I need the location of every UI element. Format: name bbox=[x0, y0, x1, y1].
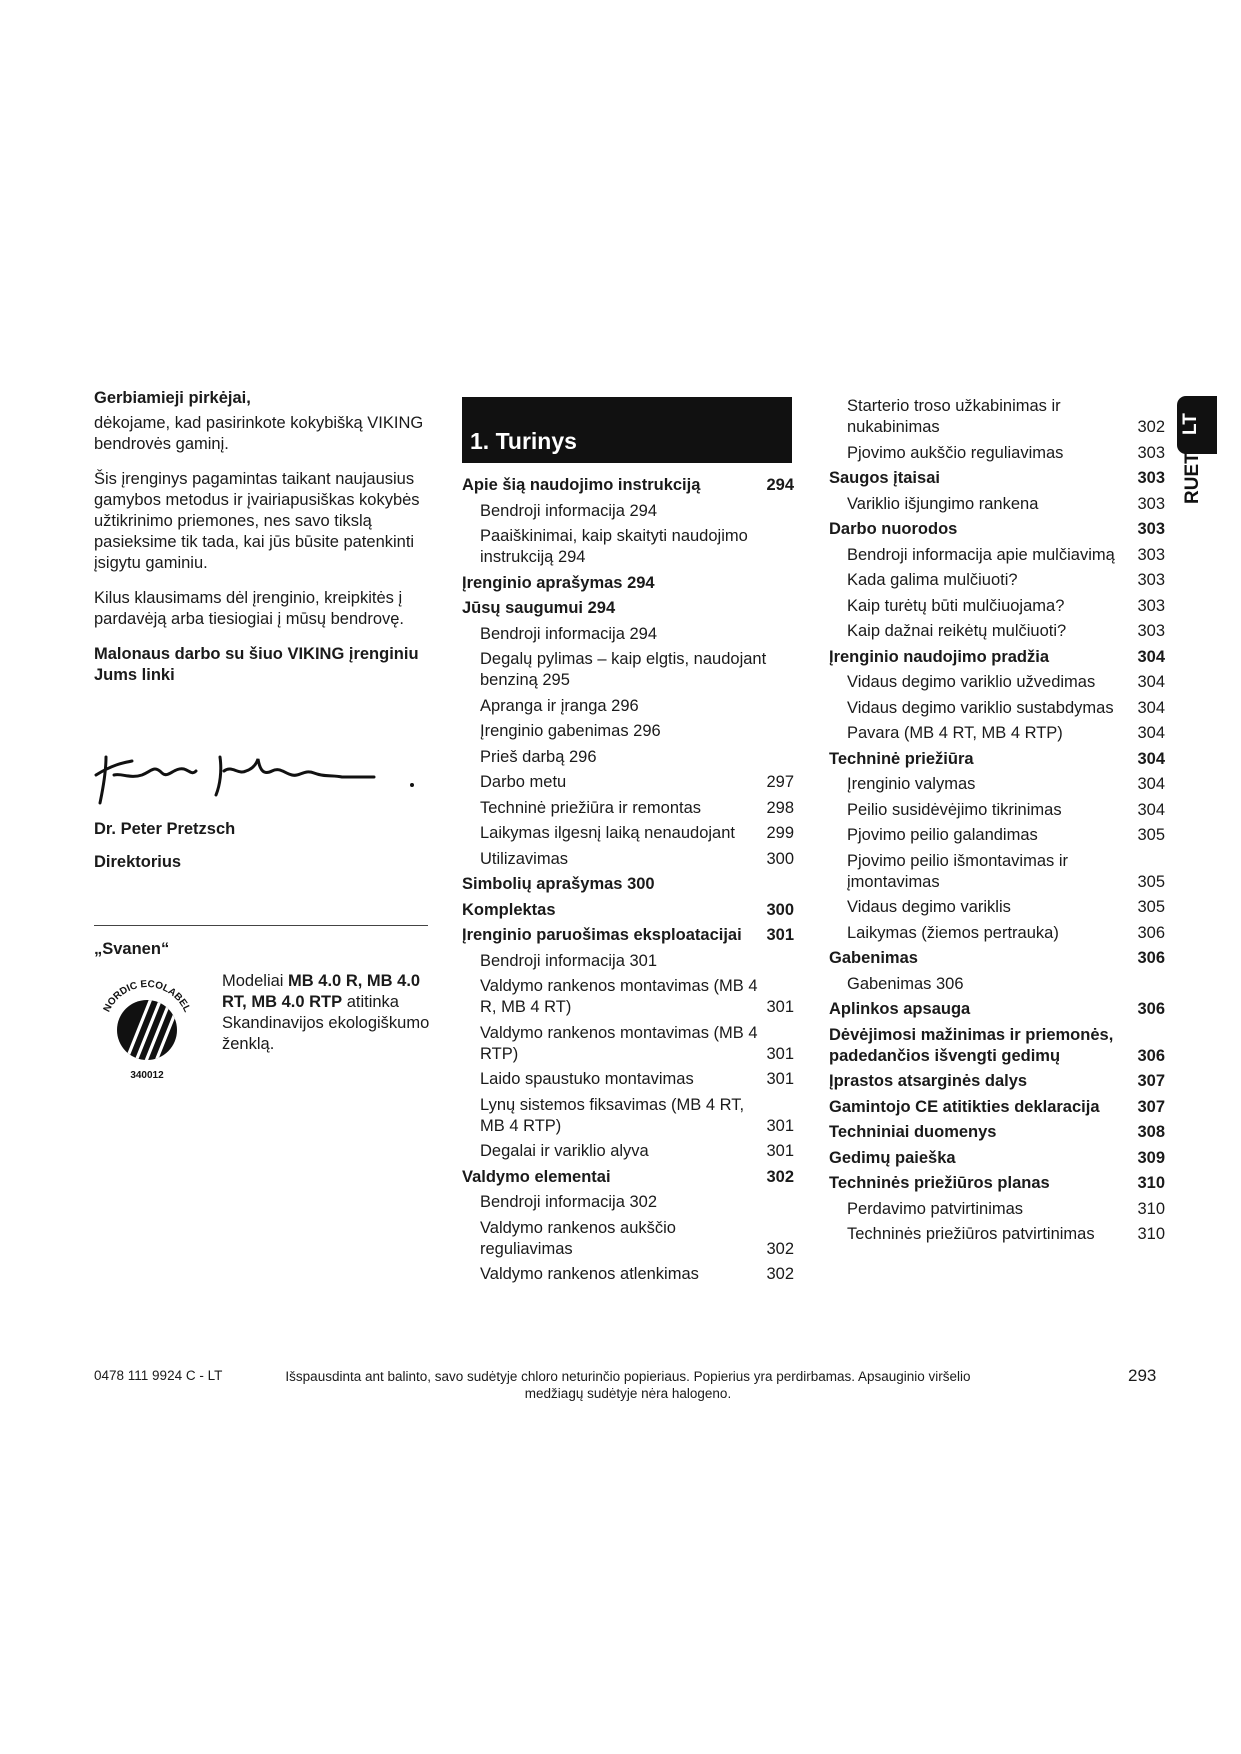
toc-entry bbox=[829, 519, 1165, 540]
toc-entry-title: Laikymas ilgesnį laiką nenaudojant bbox=[480, 824, 735, 842]
toc-entry-page: 306 bbox=[1137, 949, 1165, 967]
toc-entry bbox=[829, 621, 1165, 642]
toc-entry-page: 304 bbox=[1137, 647, 1165, 666]
toc-entry bbox=[462, 1095, 794, 1137]
toc-entry bbox=[829, 1025, 1165, 1067]
toc-entry bbox=[462, 598, 794, 619]
toc-entry-title: Pjovimo aukščio reguliavimas bbox=[847, 443, 1064, 462]
signature-image bbox=[92, 735, 432, 805]
toc-entry-page: 294 bbox=[766, 476, 794, 494]
toc-entry-title: Dėvėjimosi mažinimas ir priemonės, padedančios išvengti gedimų bbox=[829, 1025, 1114, 1065]
toc-entry-page: 299 bbox=[766, 824, 794, 842]
toc-entry-title: Valdymo rankenos montavimas (MB 4 R, MB 4 RT) bbox=[480, 977, 758, 1016]
toc-heading: 1. Turinys bbox=[470, 428, 577, 454]
toc-entry-page: 301 bbox=[766, 926, 794, 944]
toc-entry bbox=[462, 501, 794, 522]
toc-entry-page: 304 bbox=[1137, 800, 1165, 819]
toc-entry-title: Techniniai duomenys bbox=[829, 1123, 997, 1141]
closing-line: Malonaus darbo su šiuo VIKING įrenginiu Jums linki bbox=[94, 645, 419, 684]
toc-entry-title: Valdymo rankenos aukščio reguliavimas bbox=[480, 1218, 676, 1258]
toc-entry-page: 301 bbox=[766, 998, 794, 1016]
toc-entry bbox=[462, 573, 794, 594]
toc-entry-page: 303 bbox=[1137, 622, 1165, 640]
toc-entry-page: 301 bbox=[766, 1044, 794, 1063]
intro-paragraph-1: dėkojame, kad pasirinkote kokybišką VIKING bendrovės gaminį. bbox=[94, 414, 424, 453]
toc-entry-title: Peilio susidėvėjimo tikrinimas bbox=[847, 800, 1062, 819]
toc-entry bbox=[829, 570, 1165, 591]
toc-entry-title: Darbo nuorodos bbox=[829, 520, 958, 538]
toc-entry-page: 301 bbox=[766, 1070, 794, 1088]
toc-entry bbox=[829, 1173, 1165, 1194]
toc-entry-title: Komplektas bbox=[462, 900, 556, 919]
toc-entry-title: Kaip dažnai reikėtų mulčiuoti? bbox=[847, 622, 1067, 640]
toc-entry-page: 303 bbox=[1137, 469, 1165, 487]
toc-entry bbox=[829, 1097, 1165, 1118]
toc-entry-title: Laikymas (žiemos pertrauka) bbox=[847, 923, 1059, 942]
svg-text:NORDIC ECOLABEL: NORDIC ECOLABEL bbox=[101, 978, 193, 1015]
toc-entry bbox=[462, 1218, 794, 1260]
language-tab-active: LT bbox=[1180, 413, 1201, 435]
ecolabel-text-prefix: Modeliai bbox=[222, 972, 289, 990]
divider bbox=[94, 925, 428, 926]
ecolabel-text-suffix: atitinka Skandinavijos ekologiškumo ženklą. bbox=[222, 993, 430, 1053]
svanen-title: „Svanen“ bbox=[94, 940, 170, 958]
toc-entry-title: Apranga ir įranga 296 bbox=[480, 696, 639, 715]
toc-entry-title: Gedimų paieška bbox=[829, 1148, 956, 1167]
ecolabel-models: MB 4.0 R, MB 4.0 RT, MB 4.0 RTP bbox=[222, 972, 421, 1011]
toc-entry-page: 303 bbox=[1137, 443, 1165, 462]
toc-column-right bbox=[829, 396, 1165, 1250]
toc-entry-title: Apie šią naudojimo instrukciją bbox=[462, 476, 701, 494]
toc-entry bbox=[829, 672, 1165, 693]
toc-entry bbox=[829, 545, 1165, 566]
toc-entry bbox=[462, 696, 794, 717]
toc-entry-page: 303 bbox=[1137, 494, 1165, 513]
toc-entry-title: Bendroji informacija 294 bbox=[480, 624, 658, 643]
toc-entry-title: Įrenginio valymas bbox=[847, 775, 976, 793]
toc-entry-title: Techninė priežiūra bbox=[829, 749, 974, 768]
toc-entry-page: 302 bbox=[766, 1265, 794, 1283]
toc-entry bbox=[829, 948, 1165, 969]
toc-entry-title: Bendroji informacija 294 bbox=[480, 501, 658, 520]
language-tab-other: RUET bbox=[1182, 452, 1203, 504]
toc-entry-page: 304 bbox=[1137, 749, 1165, 768]
toc-entry-title: Valdymo rankenos montavimas (MB 4 RTP) bbox=[480, 1023, 758, 1063]
toc-entry-page: 297 bbox=[766, 773, 794, 791]
toc-entry-title: Pavara (MB 4 RT, MB 4 RTP) bbox=[847, 724, 1063, 742]
toc-entry bbox=[829, 494, 1165, 515]
toc-heading-box bbox=[462, 397, 792, 463]
toc-entry-title: Techninės priežiūros patvirtinimas bbox=[847, 1225, 1095, 1243]
toc-entry-page: 303 bbox=[1137, 571, 1165, 589]
toc-entry-page: 310 bbox=[1137, 1199, 1165, 1218]
ecolabel-statement bbox=[222, 971, 432, 1055]
toc-entry-page: 304 bbox=[1137, 724, 1165, 742]
toc-entry-title: Aplinkos apsauga bbox=[829, 1000, 971, 1018]
toc-entry-page: 307 bbox=[1137, 1097, 1165, 1116]
toc-entry bbox=[462, 1167, 794, 1188]
toc-entry bbox=[829, 698, 1165, 719]
toc-entry bbox=[462, 1141, 794, 1162]
intro-paragraph-3: Kilus klausimams dėl įrenginio, kreipkitės į pardavėją arba tiesiogiai į mūsų bendrovę. bbox=[94, 589, 405, 628]
page-number: 293 bbox=[1128, 1366, 1157, 1385]
toc-entry-page: 302 bbox=[766, 1239, 794, 1258]
toc-entry bbox=[829, 800, 1165, 821]
toc-entry bbox=[829, 1071, 1165, 1092]
toc-entry-title: Įrenginio paruošimas eksploatacijai bbox=[462, 926, 742, 944]
toc-entry bbox=[462, 874, 794, 895]
toc-entry bbox=[829, 749, 1165, 770]
toc-column-middle bbox=[462, 475, 794, 1290]
toc-entry-page: 301 bbox=[766, 1142, 794, 1160]
document-code: 0478 111 9924 C - LT bbox=[94, 1368, 223, 1383]
toc-entry bbox=[462, 649, 794, 691]
toc-entry bbox=[829, 825, 1165, 846]
toc-entry-title: Įrenginio naudojimo pradžia bbox=[829, 647, 1050, 666]
toc-entry bbox=[829, 1224, 1165, 1245]
toc-entry-title: Saugos įtaisai bbox=[829, 469, 940, 487]
toc-entry bbox=[829, 723, 1165, 744]
toc-entry-title: Gamintojo CE atitikties deklaracija bbox=[829, 1097, 1100, 1116]
toc-entry bbox=[462, 798, 794, 819]
toc-entry-page: 305 bbox=[1137, 898, 1165, 916]
paper-note: Išspausdinta ant balinto, savo sudėtyje chloro neturinčio popieriaus. Popierius yra perdirbamas. Apsauginio viršelio medžiagų sudėtyje nėra halogeno. bbox=[285, 1369, 971, 1401]
toc-entry-title: Jūsų saugumui 294 bbox=[462, 599, 616, 617]
toc-entry-page: 309 bbox=[1137, 1148, 1165, 1167]
toc-entry-title: Utilizavimas bbox=[480, 849, 569, 868]
signer-role: Direktorius bbox=[94, 853, 182, 871]
toc-entry-title: Simbolių aprašymas 300 bbox=[462, 875, 655, 893]
nordic-ecolabel-logo bbox=[94, 972, 200, 1084]
toc-entry bbox=[462, 976, 794, 1018]
toc-entry-page: 302 bbox=[766, 1167, 794, 1186]
toc-entry bbox=[462, 900, 794, 921]
toc-entry bbox=[462, 1023, 794, 1065]
toc-entry bbox=[462, 849, 794, 870]
toc-entry-page: 304 bbox=[1137, 775, 1165, 793]
intro-letter bbox=[94, 388, 428, 700]
toc-entry-page: 306 bbox=[1137, 1000, 1165, 1018]
toc-entry-title: Techninės priežiūros planas bbox=[829, 1174, 1050, 1192]
toc-entry bbox=[462, 823, 794, 844]
toc-entry bbox=[829, 1199, 1165, 1220]
toc-entry-title: Kada galima mulčiuoti? bbox=[847, 571, 1018, 589]
toc-entry-page: 304 bbox=[1137, 673, 1165, 691]
toc-entry-page: 298 bbox=[766, 798, 794, 817]
toc-entry-title: Degalų pylimas – kaip elgtis, naudojant benziną 295 bbox=[480, 650, 767, 689]
toc-entry-title: Perdavimo patvirtinimas bbox=[847, 1199, 1024, 1218]
toc-entry-title: Vidaus degimo variklis bbox=[847, 898, 1011, 916]
toc-entry bbox=[462, 951, 794, 972]
toc-entry-page: 308 bbox=[1137, 1123, 1165, 1141]
toc-entry-title: Valdymo elementai bbox=[462, 1167, 611, 1186]
toc-entry-title: Įrenginio gabenimas 296 bbox=[480, 722, 661, 740]
toc-entry-page: 300 bbox=[766, 849, 794, 868]
toc-entry bbox=[462, 1069, 794, 1090]
toc-entry-page: 307 bbox=[1137, 1072, 1165, 1090]
toc-entry-title: Gabenimas 306 bbox=[847, 974, 964, 993]
toc-entry bbox=[829, 1122, 1165, 1143]
toc-entry-page: 300 bbox=[766, 900, 794, 919]
toc-entry-page: 304 bbox=[1137, 698, 1165, 717]
toc-entry bbox=[462, 475, 794, 496]
toc-entry-title: Paaiškinimai, kaip skaityti naudojimo instrukciją 294 bbox=[480, 527, 748, 566]
toc-entry-title: Valdymo rankenos atlenkimas bbox=[480, 1265, 699, 1283]
toc-entry bbox=[462, 721, 794, 742]
toc-entry bbox=[829, 851, 1165, 893]
toc-entry-title: Darbo metu bbox=[480, 773, 567, 791]
toc-entry-page: 302 bbox=[1137, 418, 1165, 436]
toc-entry-title: Vidaus degimo variklio sustabdymas bbox=[847, 698, 1114, 717]
toc-entry-page: 306 bbox=[1137, 1046, 1165, 1065]
toc-entry-title: Bendroji informacija 302 bbox=[480, 1193, 658, 1211]
svg-text:340012: 340012 bbox=[130, 1070, 164, 1081]
toc-entry bbox=[829, 774, 1165, 795]
toc-entry-title: Kaip turėtų būti mulčiuojama? bbox=[847, 596, 1065, 615]
toc-entry-page: 303 bbox=[1137, 545, 1165, 564]
toc-entry bbox=[462, 526, 794, 568]
toc-entry bbox=[829, 999, 1165, 1020]
toc-entry-page: 301 bbox=[766, 1116, 794, 1135]
toc-entry bbox=[829, 923, 1165, 944]
toc-entry-page: 305 bbox=[1137, 872, 1165, 891]
toc-entry-title: Starterio troso užkabinimas ir nukabinimas bbox=[847, 397, 1061, 436]
signer-name: Dr. Peter Pretzsch bbox=[94, 820, 236, 838]
toc-entry bbox=[829, 443, 1165, 464]
toc-entry-page: 310 bbox=[1137, 1225, 1165, 1243]
toc-entry-title: Įprastos atsarginės dalys bbox=[829, 1072, 1028, 1090]
toc-entry bbox=[829, 396, 1165, 438]
toc-entry-title: Degalai ir variklio alyva bbox=[480, 1142, 649, 1160]
toc-entry bbox=[462, 747, 794, 768]
toc-entry-title: Bendroji informacija 301 bbox=[480, 951, 658, 970]
toc-entry bbox=[462, 925, 794, 946]
toc-entry-title: Variklio išjungimo rankena bbox=[847, 494, 1039, 513]
toc-entry-title: Pjovimo peilio išmontavimas ir įmontavimas bbox=[847, 851, 1068, 891]
intro-paragraph-2: Šis įrenginys pagamintas taikant naujausius gamybos metodus ir įvairiapusiškas kokybės užtikrinimo priemones, nes savo tikslą pasieksime tik tada, kai jūs būsite patenkinti įsigytu gaminiu. bbox=[94, 470, 420, 572]
toc-entry-title: Vidaus degimo variklio užvedimas bbox=[847, 673, 1096, 691]
toc-entry-title: Prieš darbą 296 bbox=[480, 747, 597, 766]
toc-entry-title: Pjovimo peilio galandimas bbox=[847, 826, 1038, 844]
toc-entry bbox=[829, 647, 1165, 668]
toc-entry-title: Techninė priežiūra ir remontas bbox=[480, 798, 702, 817]
toc-entry bbox=[829, 1148, 1165, 1169]
toc-entry-page: 303 bbox=[1137, 596, 1165, 615]
greeting: Gerbiamieji pirkėjai, bbox=[94, 389, 251, 407]
toc-entry bbox=[462, 1264, 794, 1285]
toc-entry bbox=[462, 1192, 794, 1213]
toc-entry-title: Bendroji informacija apie mulčiavimą bbox=[847, 545, 1115, 564]
toc-entry bbox=[829, 897, 1165, 918]
toc-entry-title: Įrenginio aprašymas 294 bbox=[462, 573, 655, 592]
toc-entry bbox=[462, 624, 794, 645]
toc-entry bbox=[829, 468, 1165, 489]
toc-entry-page: 306 bbox=[1137, 923, 1165, 942]
toc-entry bbox=[829, 974, 1165, 995]
toc-entry-title: Lynų sistemos fiksavimas (MB 4 RT, MB 4 RTP) bbox=[480, 1095, 745, 1135]
toc-entry-page: 305 bbox=[1137, 826, 1165, 844]
toc-entry bbox=[462, 772, 794, 793]
toc-entry-title: Gabenimas bbox=[829, 949, 918, 967]
toc-entry-page: 303 bbox=[1137, 520, 1165, 538]
toc-entry bbox=[829, 596, 1165, 617]
toc-entry-page: 310 bbox=[1137, 1174, 1165, 1192]
toc-entry-title: Laido spaustuko montavimas bbox=[480, 1070, 694, 1088]
